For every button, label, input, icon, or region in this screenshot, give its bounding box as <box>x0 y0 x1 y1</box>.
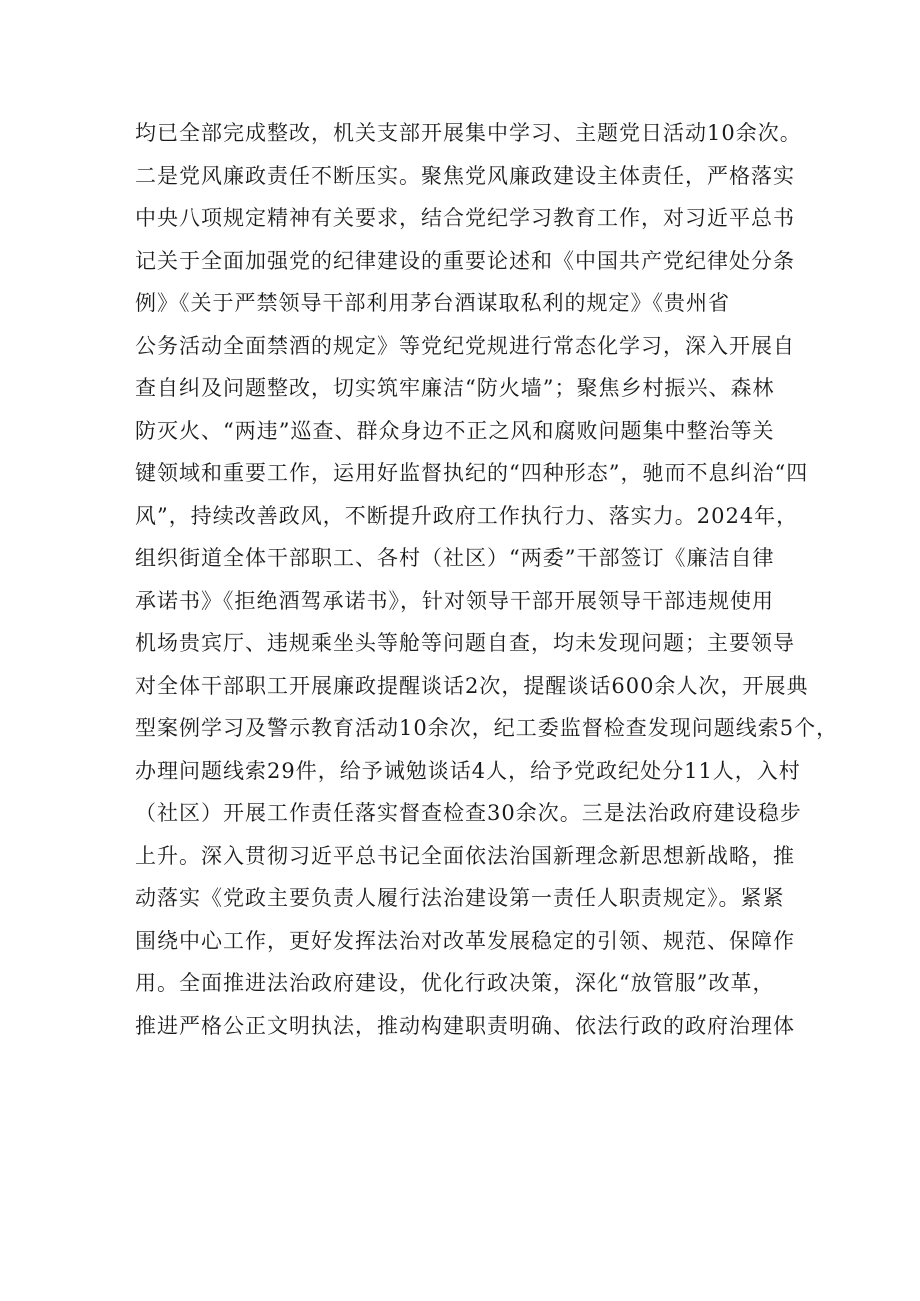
text-line: 二是党风廉政责任不断压实。聚焦党风廉政建设主体责任，严格落实 <box>135 163 795 188</box>
text-line: 承诺书》《拒绝酒驾承诺书》，针对领导干部开展领导干部违规使用 <box>135 588 774 613</box>
text-line: 例》《关于严禁领导干部利用茅台酒谋取私利的规定》《贵州省 <box>135 291 730 315</box>
text-line: 对全体干部职工开展廉政提醒谈话2次，提醒谈话600余人次，开展典 <box>135 673 809 698</box>
text-line: 均已全部完成整改，机关支部开展集中学习、主题党日活动10余次。 <box>135 121 802 145</box>
text-line: 上升。深入贯彻习近平总书记全面依法治国新理念新思想新战略，推 <box>135 843 795 868</box>
text-line: 公务活动全面禁酒的规定》等党纪党规进行常态化学习，深入开展自 <box>135 333 795 358</box>
text-line: 机场贵宾厅、违规乘坐头等舱等问题自查，均未发现问题；主要领导 <box>135 631 795 655</box>
text-line: （社区）开展工作责任落实督查检查30余次。三是法治政府建设稳步 <box>135 801 802 825</box>
text-line: 组织街道全体干部职工、各村（社区）“两委”干部签订《廉洁自律 <box>135 546 775 570</box>
text-line: 防灭火、“两违”巡查、群众身边不正之风和腐败问题集中整治等关 <box>135 418 775 443</box>
text-line: 键领域和重要工作，运用好监督执纪的“四种形态”，驰而不息纠治“四 <box>135 461 809 485</box>
text-line: 推进严格公正文明执法，推动构建职责明确、依法行政的政府治理体 <box>135 1013 795 1038</box>
text-line: 查自纠及问题整改，切实筑牢廉洁“防火墙”；聚焦乡村振兴、森林 <box>135 376 775 400</box>
text-line: 风”，持续改善政风，不断提升政府工作执行力、落实力。2024年， <box>135 503 799 528</box>
text-line: 用。全面推进法治政府建设，优化行政决策，深化“放管服”改革， <box>135 971 775 995</box>
body-text <box>135 112 839 1047</box>
text-line: 型案例学习及警示教育活动10余次，纪工委监督检查发现问题线索5个， <box>135 716 839 740</box>
text-line: 围绕中心工作，更好发挥法治对改革发展稳定的引领、规范、保障作 <box>135 928 795 953</box>
text-line: 中央八项规定精神有关要求，结合党纪学习教育工作，对习近平总书 <box>135 206 795 230</box>
text-line: 记关于全面加强党的纪律建设的重要论述和《中国共产党纪律处分条 <box>135 248 795 273</box>
text-line: 办理问题线索29件，给予诫勉谈话4人，给予党政纪处分11人，入村 <box>135 758 801 783</box>
text-line: 动落实《党政主要负责人履行法治建设第一责任人职责规定》。紧紧 <box>135 886 785 910</box>
